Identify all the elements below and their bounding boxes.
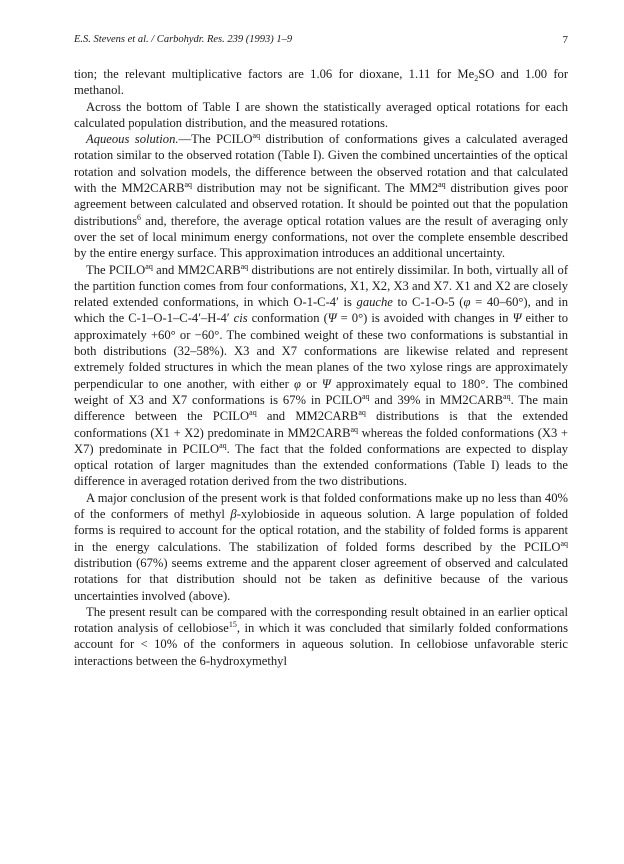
italic-text: gauche — [356, 295, 393, 310]
paragraph-p6 — [74, 604, 568, 669]
text-run: A major conclusion of the present work is that folded conformations make up no less than 40% of the conformers of methyl — [74, 490, 568, 522]
text-run: = 40–60°), and in which the C-1–O-1–C-4′–H-4′ — [74, 295, 569, 326]
superscript: aq — [358, 408, 366, 418]
superscript: aq — [240, 261, 249, 271]
text-run: Across the bottom of Table I are shown the statistically averaged optical rotations for each calculated population distribution, and the measured rotations. — [74, 99, 568, 130]
italic-text: β — [230, 507, 237, 522]
text-run: The present result can be compared with the corresponding result obtained in an earlier optical rotation analysis of cellobiose — [74, 604, 568, 636]
paragraph-p4 — [74, 262, 568, 490]
text-run: distribution of conformations gives a calculated averaged rotation similar to the observed rotation (Table I). Given the combined uncertainties of the optical rotation and solvation models, the difference between the observed rotation and that calculated with the MM2CARB — [74, 132, 568, 196]
text-run: conformation ( — [247, 311, 328, 326]
italic-text: Ψ — [321, 376, 331, 391]
superscript: aq — [560, 538, 568, 548]
superscript: aq — [249, 408, 257, 418]
text-run: approximately equal to 180°. The combined weight of X3 and X7 conformations is 67% in PCILO — [74, 376, 568, 407]
article-body — [74, 66, 568, 669]
superscript: 15 — [228, 620, 237, 630]
text-run: and, therefore, the average optical rotation values are the result of averaging only over the set of local minimum energy conformations, not over the complete ensemble described by the entire energy surface. This approximation introduces an additional uncertainty. — [74, 213, 568, 261]
text-run: to C-1-O-5 ( — [392, 295, 464, 310]
text-run: . The main difference between the PCILO — [74, 392, 568, 424]
text-run: distributions are not entirely dissimilar. In both, virtually all of the partition function comes from four conformations, X1, X2, X3 and X7. X1 and X2 are closely related extended conformations, in which O-1-C-4′ is — [74, 262, 569, 310]
superscript: aq — [145, 261, 153, 271]
page-number: 7 — [562, 34, 568, 46]
citation-header: E.S. Stevens et al. / Carbohydr. Res. 239 (1993) 1–9 — [74, 34, 293, 45]
text-run: and MM2CARB — [256, 409, 359, 424]
text-run: —The PCILO — [178, 132, 253, 147]
italic-text: Ψ — [512, 311, 522, 326]
text-run: or — [300, 376, 322, 391]
text-run: either to approximately +60° or −60°. The combined weight of these two conformations is substantial in both distributions (32–58%). X3 and X7 conformations are likewise related and represent extremely folded structures in which the mean planes of the two xylose rings are approximately perpendicular to one another, with either — [74, 311, 568, 391]
superscript: aq — [503, 391, 511, 401]
italic-text: Aqueous solution. — [86, 132, 179, 147]
superscript: 6 — [136, 212, 141, 222]
italic-text: φ — [294, 376, 301, 391]
text-run: SO and 1.00 for methanol. — [74, 67, 569, 98]
text-run: distributions is that the extended conformations (X1 + X2) predominate in MM2CARB — [74, 409, 569, 440]
running-head — [74, 32, 568, 48]
text-run: . The fact that the folded conformations are expected to display optical rotation of larger magnitudes than the extended conformations (Table I) leads to the difference in averaged rotation derived from the two distributions. — [74, 441, 569, 489]
text-run: distribution may not be significant. The MM2 — [192, 181, 439, 196]
text-run: distribution (67%) seems extreme and the apparent closer agreement of observed and calculated rotations for that distribution should not be taken as definitive because of the various uncertainties involved (above). — [74, 555, 568, 603]
text-run: tion; the relevant multiplicative factors are 1.06 for dioxane, 1.11 for Me — [74, 67, 475, 81]
text-run: whereas the folded conformations (X3 + X7) predominate in PCILO — [74, 425, 568, 456]
paragraph-p3 — [74, 131, 568, 261]
text-run: distribution gives poor agreement between calculated and observed rotation. It should be pointed out that the population distributions — [74, 181, 568, 228]
superscript: aq — [219, 440, 227, 450]
paragraph-p1 — [74, 66, 568, 99]
text-run: , in which it was concluded that similarly folded conformations account for < 10% of the conformers in aqueous solution. In cellobiose unfavorable steric interactions between the 6-hydroxymethyl — [74, 621, 568, 668]
text-run: and MM2CARB — [152, 262, 241, 277]
italic-text: Ψ — [327, 311, 337, 326]
superscript: aq — [438, 180, 446, 190]
superscript: aq — [361, 391, 370, 401]
paragraph-p5 — [74, 490, 568, 604]
text-run: and 39% in MM2CARB — [369, 392, 504, 407]
text-run: The PCILO — [86, 262, 146, 277]
italic-text: φ — [463, 295, 471, 310]
superscript: aq — [184, 180, 193, 190]
text-run: = 0°) is avoided with changes in — [336, 311, 513, 326]
superscript: aq — [252, 131, 261, 141]
italic-text: cis — [233, 311, 248, 326]
superscript: aq — [350, 424, 359, 434]
paragraph-p2 — [74, 99, 568, 132]
text-run: -xylobioside in aqueous solution. A large population of folded forms is required to account for the optical rotation, and the stability of folded forms is apparent in the energy calculations. The stabilization of folded forms described by the PCILO — [74, 507, 569, 554]
subscript: 2 — [474, 74, 479, 83]
